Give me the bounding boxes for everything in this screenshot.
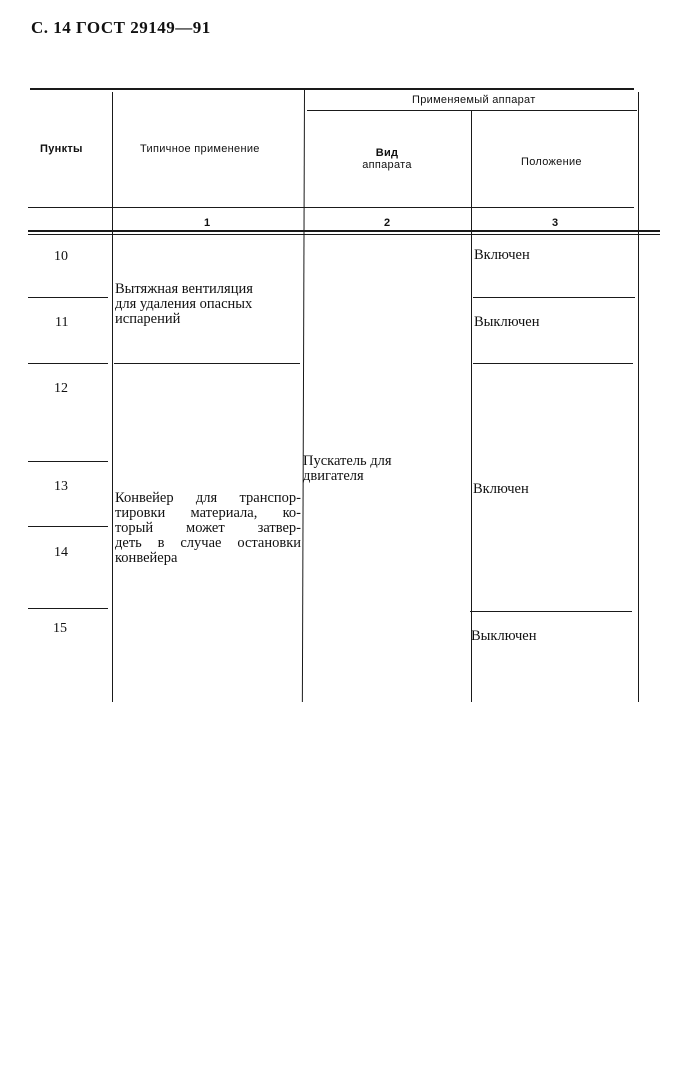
typical-use-ventilation-line3: испарений (115, 311, 181, 327)
typical-use-ventilation-line2: для удаления опасных (115, 296, 253, 312)
typical-use-conveyor-line2: тировки материала, ко- (115, 505, 301, 521)
typical-use-conveyor-line1: Конвейер для транспор- (115, 490, 301, 506)
table-top-rule (30, 88, 634, 90)
page-header: С. 14 ГОСТ 29149—91 (31, 18, 211, 37)
column-numbers-rule-1 (28, 230, 660, 232)
row-point-14: 14 (54, 545, 68, 560)
row-separator-12-13 (28, 461, 108, 462)
position-row-11: Выключен (474, 314, 540, 330)
header-apparatus-group: Применяемый аппарат (412, 94, 536, 106)
row-separator-13-14 (28, 526, 108, 527)
col-divider-2 (302, 90, 305, 702)
typical-use-ventilation (115, 282, 253, 327)
apparatus-type-line1: Пускатель для (303, 453, 392, 469)
position-row-13: Включен (473, 481, 529, 497)
column-numbers-rule-2 (28, 234, 660, 235)
row-separator-10-11 (28, 297, 108, 298)
typical-use-conveyor-line4: деть в случае остановки (115, 535, 301, 551)
typical-use-conveyor-line3: торый может затвер- (115, 520, 301, 536)
position-separator-11-12 (473, 363, 633, 364)
column-number-3: 3 (552, 217, 559, 229)
header-typical-use: Типичное применение (140, 143, 260, 155)
header-points: Пункты (40, 143, 83, 155)
row-separator-14-15 (28, 608, 108, 609)
column-number-1: 1 (204, 217, 211, 229)
header-apparatus-type (352, 147, 422, 171)
row-separator-11-12 (28, 363, 108, 364)
header-position: Положение (521, 156, 582, 168)
apparatus-type-line2: двигателя (303, 468, 364, 484)
position-separator-10-11 (473, 297, 635, 298)
col-divider-1 (112, 92, 113, 702)
table-right-border (638, 92, 639, 702)
position-row-15: Выключен (471, 628, 537, 644)
header-apparatus-type-line2: аппарата (362, 159, 412, 171)
row-point-10: 10 (54, 249, 68, 264)
position-row-10: Включен (474, 247, 530, 263)
apparatus-group-rule (307, 110, 637, 111)
row-point-15: 15 (53, 621, 67, 636)
typical-use-ventilation-line1: Вытяжная вентиляция (115, 281, 253, 297)
typical-use-group-separator (114, 363, 300, 364)
apparatus-type-value (303, 454, 392, 484)
header-apparatus-type-line1: Вид (375, 147, 399, 159)
typical-use-conveyor-line5: конвейера (115, 550, 178, 566)
column-number-2: 2 (384, 217, 391, 229)
header-bottom-rule (28, 207, 634, 208)
row-point-11: 11 (55, 315, 69, 330)
typical-use-conveyor (115, 491, 301, 566)
position-separator-14-15 (470, 611, 632, 612)
row-point-13: 13 (54, 479, 68, 494)
row-point-12: 12 (54, 381, 68, 396)
col-divider-3 (471, 110, 472, 702)
